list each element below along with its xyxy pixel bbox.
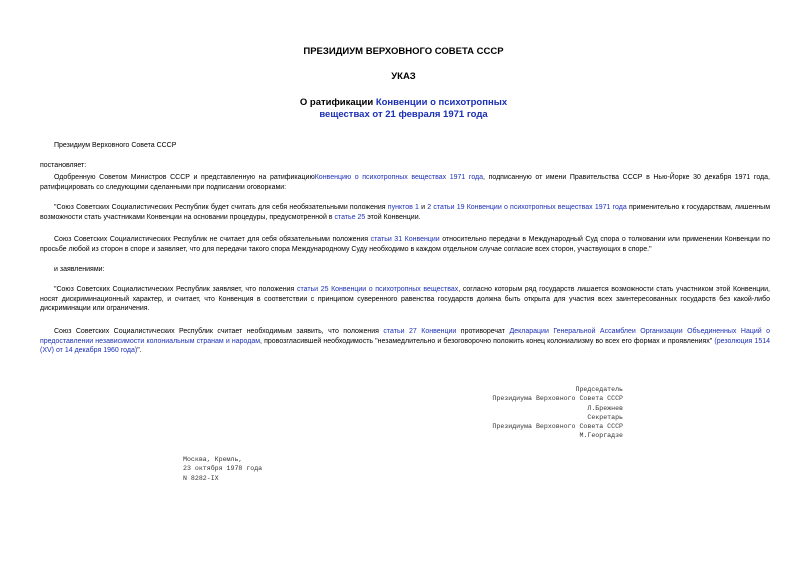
- p4-text-b: , согласно которым ряд государств лишается возможности стать участником этой Конвенции, носят дискриминационный характер, и считает, что Конвенция в соответствии с принципом суверенного равенства государств должна быть открыта для участия всех заинтересованных государств без какой-либо дискриминации или ограничения.: [40, 286, 770, 312]
- doc-type-heading: УКАЗ: [391, 71, 416, 82]
- secretary-name: М.Георгадзе: [579, 432, 623, 440]
- paragraph-reservation-2: [40, 235, 770, 254]
- p1-text-b: , подписанную от имени Правительства СССР в Нью-Йорке 30 декабря 1971 года, ратифицировать со следующими сделанными при подписании оговорками:: [40, 174, 770, 191]
- paragraph-reservation-1: [40, 203, 770, 222]
- secretary-title: Секретарь: [587, 413, 623, 421]
- chairman-title: Председатель: [575, 386, 623, 393]
- p5-text-d: ".: [137, 347, 142, 354]
- resolution-1514-link[interactable]: (резолюция 1514 (XV) от 14 декабря 1960 года): [40, 337, 770, 354]
- article-27-link[interactable]: статьи 27 Конвенции: [383, 328, 457, 335]
- issuer-heading: ПРЕЗИДИУМ ВЕРХОВНОГО СОВЕТА СССР: [303, 46, 504, 57]
- p3-text-a: Союз Советских Социалистических Республик не считает для себя обязательными положения: [54, 236, 371, 243]
- decrees-line: постановляет:: [40, 162, 87, 169]
- secretary-body: Президиума Верховного Совета СССР: [492, 423, 623, 431]
- p5-text-b: противоречат: [456, 328, 510, 335]
- points-1-link[interactable]: пунктов 1: [387, 204, 419, 211]
- p2-text-d: этой Конвенции.: [365, 213, 421, 221]
- convention-link[interactable]: Конвенцию о психотропных веществах 1971 года: [314, 174, 484, 181]
- date-line: 23 октября 1978 года: [183, 465, 263, 473]
- doc-title: [0, 97, 807, 121]
- article-31-link[interactable]: статьи 31 Конвенции: [370, 236, 440, 243]
- number-line: N 8282-IX: [183, 474, 219, 482]
- chairman-name: Л.Брежнев: [587, 404, 623, 412]
- statements-line: и заявлениями:: [54, 266, 105, 273]
- p2-text-b: и: [418, 204, 428, 211]
- article-25-link[interactable]: статье 25: [334, 213, 366, 221]
- convention-title-link[interactable]: Конвенции о психотропных: [375, 97, 508, 108]
- p1-text-a: Одобренную Советом Министров СССР и представленную на ратификацию: [54, 174, 315, 181]
- chairman-body: Президиума Верховного Совета СССР: [492, 395, 623, 403]
- paragraph-statement-2: [40, 327, 770, 356]
- title-prefix: О ратификации: [299, 97, 376, 108]
- article-19-link[interactable]: 2 статьи 19 Конвенции о психотропных веществах 1971 года: [427, 204, 627, 211]
- p5-text-c: , провозгласившей необходимость "незамедлительно и безоговорочно положить конец колониализму во всех его формах и проявлениях": [260, 337, 715, 345]
- signature-block: [487, 385, 623, 441]
- p2-text-a: "Союз Советских Социалистических Республик будет считать для себя необязательными положения: [54, 204, 388, 211]
- paragraph-ratify: [40, 173, 770, 192]
- place-line: Москва, Кремль,: [183, 456, 243, 463]
- p2-text-c: применительно к государствам, лишенным возможности стать участниками Конвенции на основании процедуры, предусмотренной в: [40, 204, 771, 221]
- place-date-block: [183, 455, 303, 483]
- p4-text-a: "Союз Советских Социалистических Республик заявляет, что положения: [54, 286, 297, 293]
- article-25-convention-link[interactable]: статьи 25 Конвенции о психотропных веществах: [296, 286, 459, 293]
- paragraph-statement-1: [40, 285, 770, 314]
- p5-text-a: Союз Советских Социалистических Республик считает необходимым заявить, что положения: [54, 328, 384, 335]
- issuer-line: Президиум Верховного Совета СССР: [54, 142, 177, 149]
- convention-date-link[interactable]: веществах от 21 февраля 1971 года: [319, 109, 488, 120]
- un-declaration-link[interactable]: Декларации Генеральной Ассамблеи Организации Объединенных Наций о предоставлении независимости колониальным странам и народам: [40, 328, 771, 345]
- p3-text-b: относительно передачи в Международный Суд спора о толковании или применении Конвенции по просьбе любой из сторон в споре и заявляет, что для передачи такого спора Международному Суду необходимо в каждом отдельном случае согласие всех сторон, участвующих в споре.": [40, 236, 770, 253]
